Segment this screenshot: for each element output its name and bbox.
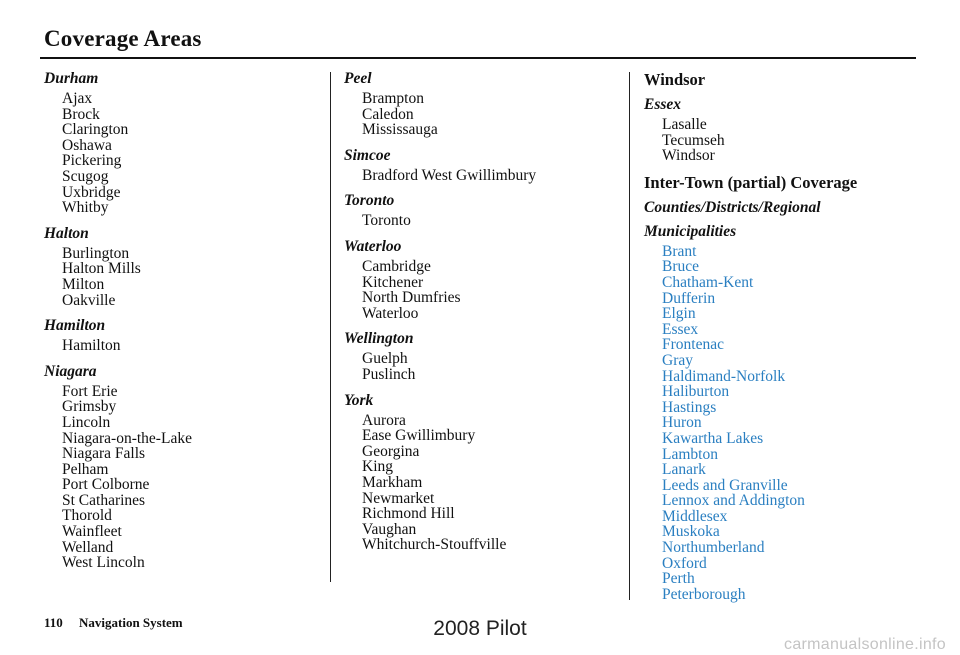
municipality-link-gray[interactable]: Gray: [662, 351, 693, 369]
city-list: [44, 91, 324, 216]
footer-label: Navigation System: [79, 615, 183, 630]
site-watermark: carmanualsonline.info: [784, 636, 946, 653]
list-item: Uxbridge: [62, 183, 121, 201]
list-item: Niagara Falls: [62, 445, 146, 463]
region-group-wellington: [344, 330, 624, 382]
list-item: Lincoln: [62, 413, 111, 431]
windsor-region: Essex: [644, 96, 682, 113]
list-item: Thorold: [62, 507, 112, 525]
list-item: Grimsby: [62, 398, 117, 416]
region-group-waterloo: [344, 238, 624, 321]
list-item: Caledon: [362, 105, 414, 123]
municipality-link-lennox-and-addington[interactable]: Lennox and Addington: [662, 492, 805, 510]
region-heading: York: [344, 391, 374, 409]
municipality-link-northumberland[interactable]: Northumberland: [662, 539, 765, 557]
list-item: Scugog: [62, 167, 109, 185]
title-rule: [40, 57, 916, 59]
municipality-link-lanark[interactable]: Lanark: [662, 461, 706, 479]
list-item: Markham: [362, 473, 423, 491]
list-item: Hamilton: [62, 337, 121, 355]
list-item: Mississauga: [362, 121, 438, 139]
municipality-link-lambton[interactable]: Lambton: [662, 445, 718, 463]
list-item: Georgina: [362, 442, 420, 460]
model-label: 2008 Pilot: [433, 617, 527, 640]
list-item: Niagara-on-the-Lake: [62, 429, 192, 447]
intertown-subheading-2: Municipalities: [644, 222, 737, 240]
list-item: Pickering: [62, 152, 122, 170]
region-group-hamilton: [44, 317, 324, 354]
region-group-toronto: [344, 192, 624, 229]
city-list: [344, 168, 624, 184]
list-item: Halton Mills: [62, 260, 141, 278]
list-item: Pelham: [62, 460, 109, 478]
municipality-link-haldimand-norfolk[interactable]: Haldimand-Norfolk: [662, 367, 786, 385]
list-item: Clarington: [62, 121, 129, 139]
municipality-link-perth[interactable]: Perth: [662, 570, 695, 588]
list-item: Newmarket: [362, 489, 435, 507]
region-heading: Peel: [344, 70, 372, 87]
intertown-subheading-1: Counties/Districts/Regional: [644, 198, 821, 216]
municipality-link-oxford[interactable]: Oxford: [662, 554, 707, 572]
list-item: Richmond Hill: [362, 505, 455, 523]
list-item: Oshawa: [62, 136, 112, 154]
list-item: Welland: [62, 538, 114, 556]
city-list: [344, 351, 624, 382]
region-heading: Durham: [44, 70, 99, 87]
list-item: St Catharines: [62, 491, 146, 509]
municipality-link-muskoka[interactable]: Muskoka: [662, 523, 720, 541]
column-divider-2: [629, 72, 630, 600]
list-item: Wainfleet: [62, 523, 122, 541]
region-heading: Toronto: [344, 192, 395, 210]
list-item: Waterloo: [362, 304, 419, 322]
list-item: Tecumseh: [662, 131, 725, 149]
city-list: [344, 413, 624, 553]
column-1: [44, 70, 324, 580]
column-divider-1: [330, 72, 331, 582]
municipality-link-middlesex[interactable]: Middlesex: [662, 507, 728, 525]
list-item: Milton: [62, 275, 105, 293]
city-list: [344, 213, 624, 229]
municipality-link-frontenac[interactable]: Frontenac: [662, 336, 724, 354]
region-heading: Waterloo: [344, 237, 402, 255]
column-3: [644, 70, 924, 602]
list-item: Lasalle: [662, 116, 707, 133]
list-item: Whitchurch-Stouffville: [362, 536, 507, 554]
region-group-halton: [44, 225, 324, 308]
municipality-link-kawartha-lakes[interactable]: Kawartha Lakes: [662, 429, 764, 447]
municipality-link-huron[interactable]: Huron: [662, 414, 702, 432]
list-item: Toronto: [362, 212, 411, 230]
list-item: West Lincoln: [62, 554, 145, 572]
region-heading: Niagara: [44, 362, 97, 380]
region-group-niagara: [44, 363, 324, 571]
list-item: Port Colborne: [62, 476, 150, 494]
municipality-link-leeds-and-granville[interactable]: Leeds and Granville: [662, 476, 788, 494]
list-item: Guelph: [362, 350, 408, 368]
list-item: Bradford West Gwillimbury: [362, 166, 537, 184]
region-group-simcoe: [344, 147, 624, 184]
region-group-york: [344, 392, 624, 553]
municipality-link-brant[interactable]: Brant: [662, 242, 697, 260]
list-item: Cambridge: [362, 257, 431, 275]
list-item: Kitchener: [362, 273, 424, 291]
city-list: [44, 384, 324, 571]
intertown-section: [644, 173, 924, 603]
list-item: Puslinch: [362, 365, 416, 383]
region-heading: Wellington: [344, 330, 414, 348]
region-group-peel: [344, 70, 624, 138]
list-item: Ajax: [62, 90, 93, 107]
municipality-link-haliburton[interactable]: Haliburton: [662, 383, 730, 401]
city-list: [344, 91, 624, 138]
municipality-link-dufferin[interactable]: Dufferin: [662, 289, 716, 307]
list-item: Aurora: [362, 411, 406, 429]
region-group-durham: [44, 70, 324, 216]
list-item: North Dumfries: [362, 289, 461, 307]
footer-page-number: 110: [44, 615, 63, 630]
list-item: Fort Erie: [62, 382, 118, 400]
municipality-link-chatham-kent[interactable]: Chatham-Kent: [662, 273, 754, 291]
city-list: [44, 338, 324, 354]
list-item: Windsor: [662, 147, 715, 165]
list-item: Brampton: [362, 90, 424, 107]
city-list: [44, 246, 324, 308]
windsor-city-list: [644, 117, 924, 164]
municipality-link-essex[interactable]: Essex: [662, 320, 699, 338]
list-item: King: [362, 458, 393, 476]
list-item: Burlington: [62, 244, 130, 262]
intertown-link-list: [644, 244, 924, 603]
region-heading: Simcoe: [344, 146, 391, 164]
list-item: Ease Gwillimbury: [362, 427, 476, 445]
region-heading: Hamilton: [44, 317, 106, 335]
municipality-link-elgin[interactable]: Elgin: [662, 305, 696, 323]
city-list: [344, 259, 624, 321]
list-item: Brock: [62, 105, 100, 123]
region-heading: Halton: [44, 224, 89, 242]
intertown-heading: Inter-Town (partial) Coverage: [644, 172, 858, 192]
windsor-heading: Windsor: [644, 70, 706, 89]
list-item: Vaughan: [362, 520, 417, 538]
municipality-link-hastings[interactable]: Hastings: [662, 398, 717, 416]
page-title: Coverage Areas: [44, 26, 202, 51]
windsor-section: [644, 70, 924, 164]
list-item: Whitby: [62, 199, 109, 217]
column-2: [344, 70, 624, 562]
list-item: Oakville: [62, 291, 116, 309]
municipality-link-bruce[interactable]: Bruce: [662, 258, 700, 276]
municipality-link-peterborough[interactable]: Peterborough: [662, 585, 746, 603]
